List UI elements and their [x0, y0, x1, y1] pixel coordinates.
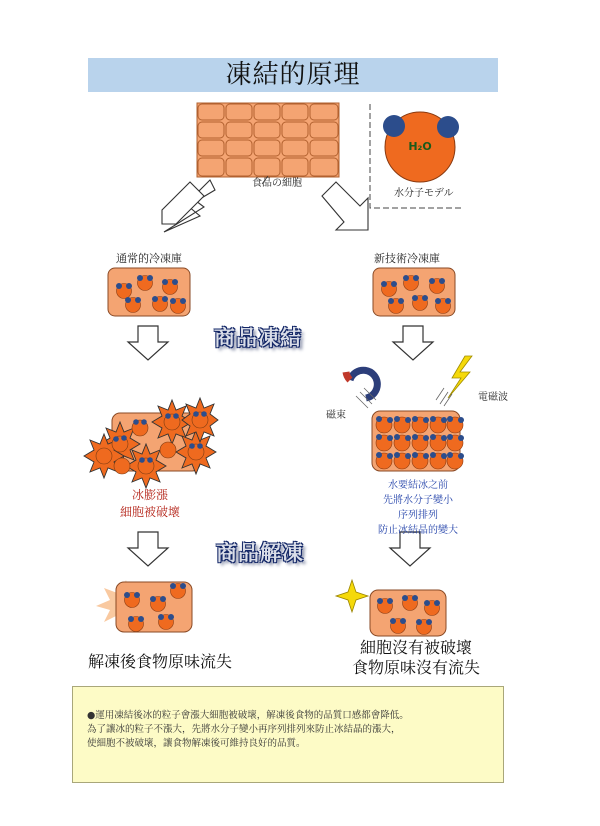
stage-thaw-label: 商品解凍	[216, 541, 304, 565]
burst-frozen-cell	[84, 398, 218, 488]
new-tech-freezer-box	[373, 268, 455, 316]
down-arrow-right-1	[393, 326, 433, 360]
food-cell-label: 食品の細胞	[252, 178, 302, 189]
conventional-freezer-label: 通常的冷凍庫	[116, 252, 182, 265]
right-result-line-4: 防止冰結晶的變大	[378, 525, 458, 536]
right-result-text	[356, 478, 480, 538]
left-outcome-text: 解凍後食物原味流失	[87, 652, 232, 671]
thawed-intact-cell	[336, 580, 446, 636]
right-outcome-line-2: 食物原味沒有流失	[351, 658, 480, 677]
right-result-line-2: 先將水分子變小	[383, 495, 453, 506]
down-arrow-left-2	[128, 532, 168, 566]
right-result-line-1: 水要結冰之前	[388, 480, 448, 491]
explanation-note-text: ●運用凍結後冰的粒子會漲大細胞被破壞，解凍後食物的品質口感都會降低。 為了讓冰的粒子不漲大，先將水分子變小再序列排列來防止冰結晶的漲大， 使細胞不被破壞，讓食物解凍後可維持良好的品質。	[87, 710, 409, 749]
new-tech-freezer-label: 新技術冷凍庫	[374, 252, 440, 265]
left-result-line-2: 細胞被破壞	[119, 505, 180, 519]
page-title: 凍結的原理	[225, 60, 361, 90]
right-outcome-line-1: 細胞沒有被破壞	[359, 638, 472, 657]
split-arrow-right	[322, 182, 368, 230]
left-result-line-1: 冰膨漲	[131, 488, 168, 502]
h2o-label: H₂O	[408, 140, 432, 153]
lightning-icon	[436, 356, 472, 406]
left-result-text	[100, 487, 200, 521]
thawed-damaged-cell	[96, 580, 192, 632]
right-outcome-text	[336, 638, 496, 678]
water-molecule-label: 水分子モデル	[394, 188, 454, 199]
em-wave-label: 電磁波	[478, 392, 508, 403]
magnet-label: 磁束	[326, 410, 346, 421]
orderly-frozen-cell	[372, 411, 464, 471]
split-arrow-left-body	[162, 182, 204, 224]
explanation-note-box	[72, 686, 504, 783]
stage-freeze-label: 商品凍結	[214, 326, 302, 350]
conventional-freezer-box	[108, 268, 190, 316]
magnet-icon	[346, 370, 377, 408]
right-result-line-3: 序列排列	[398, 510, 438, 521]
food-cell-grid	[197, 103, 339, 184]
down-arrow-left-1	[128, 326, 168, 360]
